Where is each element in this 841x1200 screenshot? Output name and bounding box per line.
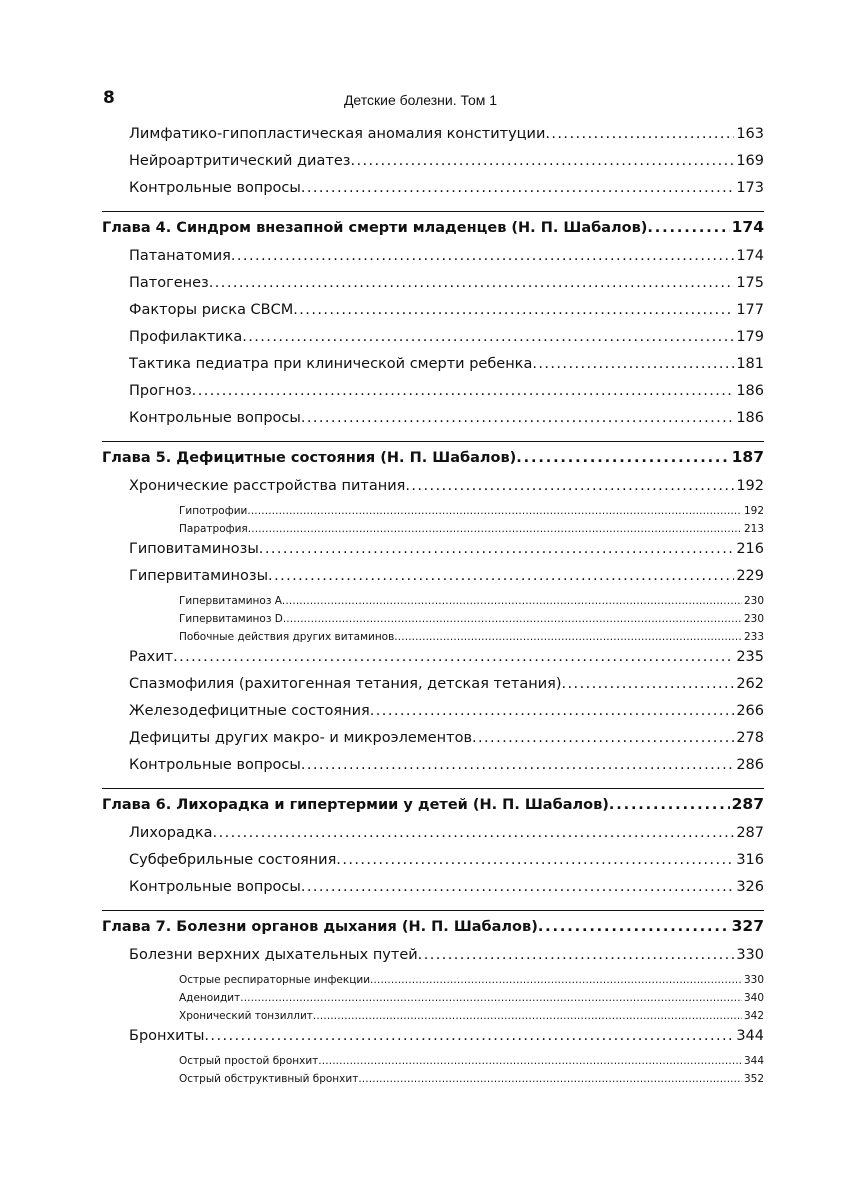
dot-leader	[532, 356, 734, 372]
toc-section-entry[interactable]	[102, 879, 764, 906]
chapter-divider	[102, 788, 764, 789]
toc-section-entry[interactable]	[102, 329, 764, 356]
toc-entry-page: 266	[736, 703, 764, 719]
toc-section-entry[interactable]	[102, 852, 764, 879]
toc-chapter-entry[interactable]	[102, 795, 764, 825]
toc-section-entry[interactable]	[102, 825, 764, 852]
dot-leader	[209, 275, 735, 291]
toc-entry-title: Факторы риска СВСМ	[129, 302, 294, 318]
toc-entry-page: 230	[743, 595, 764, 607]
toc-section-entry[interactable]	[102, 302, 764, 329]
table-of-contents	[102, 126, 764, 1091]
toc-entry-title: Прогноз	[129, 383, 192, 399]
toc-section-entry[interactable]	[102, 649, 764, 676]
chapter-divider	[102, 910, 764, 911]
toc-entry-title: Острый простой бронхит	[179, 1055, 319, 1067]
toc-entry-page: 187	[731, 448, 764, 466]
toc-entry-page: 192	[736, 478, 764, 494]
dot-leader	[173, 649, 734, 665]
dot-leader	[247, 505, 742, 517]
toc-entry-page: 169	[736, 153, 764, 169]
dot-leader	[204, 1028, 734, 1044]
toc-chapter-entry[interactable]	[102, 218, 764, 248]
chapter-divider	[102, 211, 764, 212]
dot-leader	[394, 631, 742, 643]
toc-entry-page: 186	[736, 383, 764, 399]
toc-entry-page: 213	[743, 523, 764, 535]
dot-leader	[318, 1055, 742, 1067]
toc-entry-title: Лихорадка	[129, 825, 213, 841]
dot-leader	[259, 541, 735, 557]
toc-entry-page: 233	[743, 631, 764, 643]
dot-leader	[350, 153, 734, 169]
toc-entry-page: 192	[743, 505, 764, 517]
toc-entry-page: 174	[736, 248, 764, 264]
dot-leader	[538, 919, 730, 935]
dot-leader	[609, 797, 730, 813]
toc-section-entry[interactable]	[102, 180, 764, 207]
toc-entry-page: 175	[736, 275, 764, 291]
toc-section-entry[interactable]	[102, 153, 764, 180]
dot-leader	[293, 302, 734, 318]
toc-entry-page: 186	[736, 410, 764, 426]
dot-leader	[418, 947, 735, 963]
toc-entry-title: Глава 6. Лихорадка и гипертермии у детей (Н. П. Шабалов)	[102, 797, 609, 813]
toc-subsection-entry[interactable]	[102, 613, 764, 631]
toc-entry-title: Патанатомия	[129, 248, 231, 264]
toc-entry-page: 163	[736, 126, 764, 142]
dot-leader	[192, 383, 735, 399]
toc-entry-page: 262	[736, 676, 764, 692]
toc-entry-title: Острые респираторные инфекции	[179, 974, 371, 986]
dot-leader	[240, 992, 742, 1004]
toc-entry-page: 174	[731, 218, 764, 236]
toc-entry-title: Гипотрофии	[179, 505, 248, 517]
toc-entry-title: Аденоидит	[179, 992, 241, 1004]
toc-entry-title: Контрольные вопросы	[129, 180, 301, 196]
toc-entry-title: Глава 4. Синдром внезапной смерти младенцев (Н. П. Шабалов)	[102, 220, 648, 236]
dot-leader	[301, 410, 734, 426]
toc-entry-title: Дефициты других макро- и микроэлементов	[129, 730, 472, 746]
toc-entry-page: 326	[736, 879, 764, 895]
toc-entry-title: Спазмофилия (рахитогенная тетания, детская тетания)	[129, 676, 562, 692]
toc-entry-page: 173	[736, 180, 764, 196]
toc-entry-page: 342	[743, 1010, 764, 1022]
toc-section-entry[interactable]	[102, 541, 764, 568]
toc-section-entry[interactable]	[102, 676, 764, 703]
toc-entry-title: Контрольные вопросы	[129, 410, 301, 426]
dot-leader	[301, 180, 734, 196]
toc-subsection-entry[interactable]	[102, 523, 764, 541]
dot-leader	[313, 1010, 742, 1022]
toc-entry-page: 287	[736, 825, 764, 841]
dot-leader	[370, 974, 742, 986]
toc-entry-title: Железодефицитные состояния	[129, 703, 370, 719]
dot-leader	[301, 879, 734, 895]
dot-leader	[516, 450, 729, 466]
toc-section-entry[interactable]	[102, 478, 764, 505]
toc-section-entry[interactable]	[102, 248, 764, 275]
toc-section-entry[interactable]	[102, 356, 764, 383]
toc-entry-title: Глава 7. Болезни органов дыхания (Н. П. Шабалов)	[102, 919, 538, 935]
toc-entry-title: Хронический тонзиллит	[179, 1010, 313, 1022]
toc-entry-page: 344	[736, 1028, 764, 1044]
toc-section-entry[interactable]	[102, 757, 764, 784]
toc-chapter-entry[interactable]	[102, 917, 764, 947]
toc-entry-title: Бронхиты	[129, 1028, 205, 1044]
dot-leader	[268, 568, 734, 584]
dot-leader	[231, 248, 734, 264]
toc-entry-page: 278	[736, 730, 764, 746]
toc-entry-title: Побочные действия других витаминов	[179, 631, 395, 643]
toc-chapter-entry[interactable]	[102, 448, 764, 478]
toc-subsection-entry[interactable]	[102, 505, 764, 523]
toc-entry-page: 179	[736, 329, 764, 345]
toc-entry-page: 352	[743, 1073, 764, 1085]
toc-entry-page: 330	[743, 974, 764, 986]
toc-entry-page: 287	[731, 795, 764, 813]
toc-subsection-entry[interactable]	[102, 631, 764, 649]
toc-entry-title: Контрольные вопросы	[129, 879, 301, 895]
toc-entry-title: Острый обструктивный бронхит	[179, 1073, 359, 1085]
dot-leader	[562, 676, 735, 692]
toc-entry-title: Тактика педиатра при клинической смерти ребенка	[129, 356, 533, 372]
toc-entry-page: 316	[736, 852, 764, 868]
toc-section-entry[interactable]	[102, 126, 764, 153]
toc-entry-title: Паратрофия	[179, 523, 248, 535]
toc-entry-page: 230	[743, 613, 764, 625]
dot-leader	[336, 852, 734, 868]
toc-entry-page: 216	[736, 541, 764, 557]
toc-section-entry[interactable]	[102, 730, 764, 757]
toc-entry-page: 229	[736, 568, 764, 584]
dot-leader	[647, 220, 729, 236]
running-title: Детские болезни. Том 1	[343, 92, 498, 108]
toc-entry-title: Болезни верхних дыхательных путей	[129, 947, 418, 963]
toc-entry-page: 330	[736, 947, 764, 963]
dot-leader	[283, 613, 742, 625]
toc-entry-title: Нейроартритический диатез	[129, 153, 351, 169]
toc-subsection-entry[interactable]	[102, 992, 764, 1010]
toc-entry-page: 286	[736, 757, 764, 773]
dot-leader	[405, 478, 734, 494]
page-number: 8	[103, 88, 115, 108]
dot-leader	[370, 703, 735, 719]
toc-entry-page: 344	[743, 1055, 764, 1067]
toc-section-entry[interactable]	[102, 947, 764, 974]
toc-subsection-entry[interactable]	[102, 1055, 764, 1073]
toc-section-entry[interactable]	[102, 410, 764, 437]
toc-entry-page: 327	[731, 917, 764, 935]
toc-section-entry[interactable]	[102, 568, 764, 595]
dot-leader	[301, 757, 734, 773]
toc-entry-title: Профилактика	[129, 329, 243, 345]
dot-leader	[358, 1073, 742, 1085]
toc-subsection-entry[interactable]	[102, 595, 764, 613]
toc-entry-title: Субфебрильные состояния	[129, 852, 337, 868]
toc-entry-page: 235	[736, 649, 764, 665]
toc-subsection-entry[interactable]	[102, 1073, 764, 1091]
toc-entry-page: 177	[736, 302, 764, 318]
toc-entry-title: Гипервитаминозы	[129, 568, 269, 584]
toc-entry-title: Патогенез	[129, 275, 209, 291]
toc-entry-title: Гипервитаминоз А	[179, 595, 282, 607]
toc-section-entry[interactable]	[102, 275, 764, 302]
dot-leader	[242, 329, 734, 345]
toc-section-entry[interactable]	[102, 1028, 764, 1055]
toc-subsection-entry[interactable]	[102, 1010, 764, 1028]
toc-section-entry[interactable]	[102, 703, 764, 730]
toc-entry-title: Контрольные вопросы	[129, 757, 301, 773]
dot-leader	[248, 523, 742, 535]
toc-section-entry[interactable]	[102, 383, 764, 410]
dot-leader	[545, 126, 734, 142]
toc-subsection-entry[interactable]	[102, 974, 764, 992]
toc-entry-title: Глава 5. Дефицитные состояния (Н. П. Шабалов)	[102, 450, 517, 466]
toc-entry-title: Гипервитаминоз D	[179, 613, 283, 625]
toc-entry-title: Лимфатико-гипопластическая аномалия конституции	[129, 126, 546, 142]
toc-entry-title: Рахит	[129, 649, 174, 665]
chapter-divider	[102, 441, 764, 442]
dot-leader	[213, 825, 735, 841]
toc-entry-title: Гиповитаминозы	[129, 541, 259, 557]
dot-leader	[282, 595, 742, 607]
toc-entry-page: 181	[736, 356, 764, 372]
toc-entry-page: 340	[743, 992, 764, 1004]
toc-entry-title: Хронические расстройства питания	[129, 478, 406, 494]
dot-leader	[472, 730, 734, 746]
